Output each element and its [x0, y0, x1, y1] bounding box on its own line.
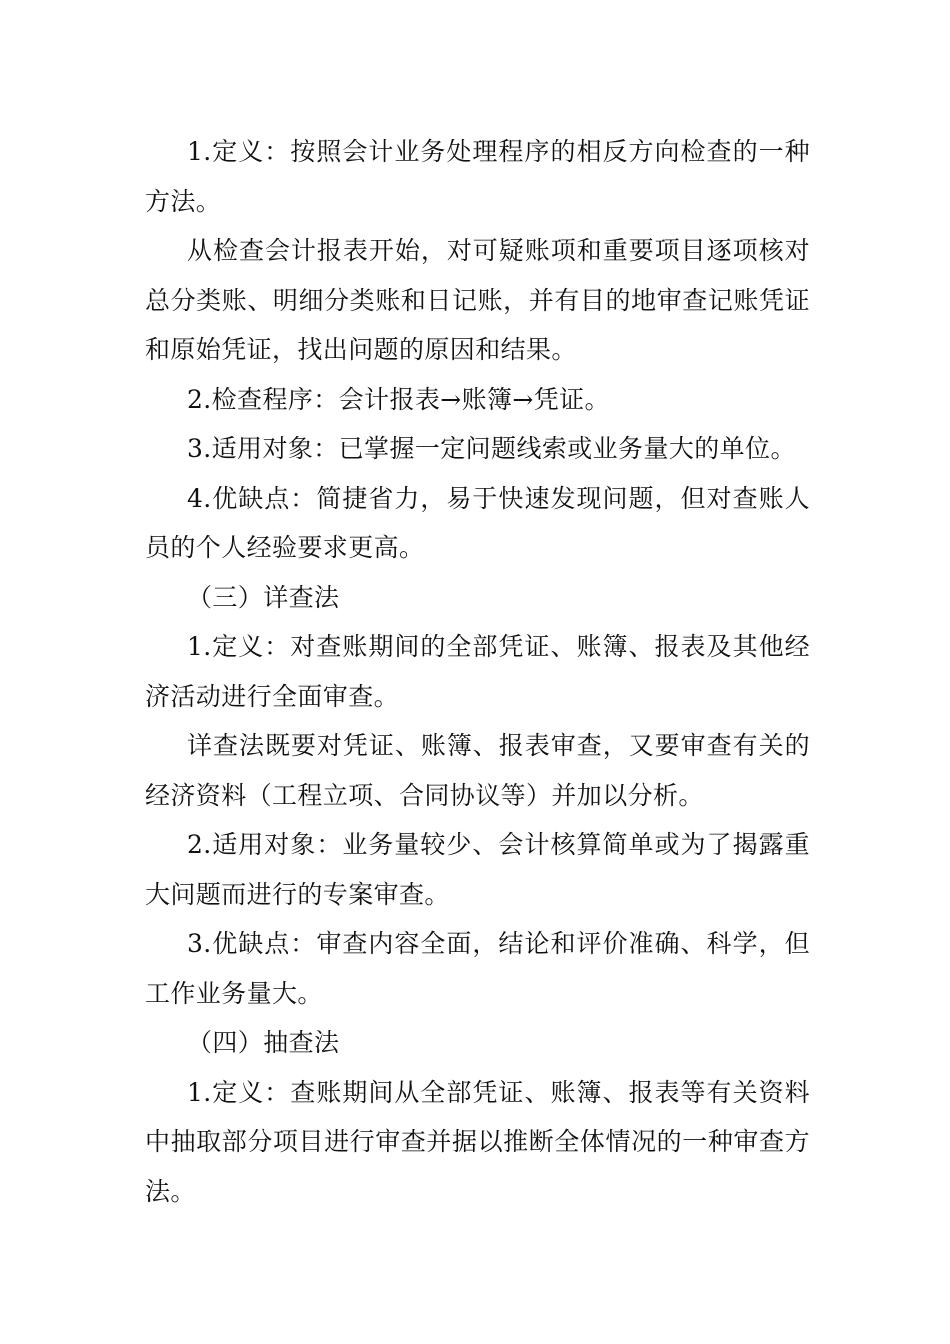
- document-page: [145, 127, 810, 1216]
- section-heading-sampling-method: （四）抽查法: [187, 1028, 340, 1057]
- paragraph-detailed-method-pros-cons: 3.优缺点：审查内容全面，结论和评价准确、科学，但工作业务量大。: [145, 929, 810, 1008]
- paragraph-detailed-method-description: 详查法既要对凭证、账簿、报表审查，又要审查有关的经济资料（工程立项、合同协议等）并加以分析。: [145, 731, 810, 810]
- paragraph-detailed-method-applicable: 2.适用对象：业务量较少、会计核算简单或为了揭露重大问题而进行的专案审查。: [145, 830, 810, 909]
- paragraph-reverse-method-definition: 1.定义：按照会计业务处理程序的相反方向检查的一种方法。: [145, 137, 810, 216]
- paragraph-reverse-method-procedure: 2.检查程序：会计报表→账簿→凭证。: [187, 384, 610, 414]
- paragraph-reverse-method-pros-cons: 4.优缺点：简捷省力，易于快速发现问题，但对查账人员的个人经验要求更高。: [145, 483, 810, 562]
- paragraph-reverse-method-applicable: 3.适用对象：已掌握一定问题线索或业务量大的单位。: [187, 434, 796, 463]
- paragraph-reverse-method-description: 从检查会计报表开始，对可疑账项和重要项目逐项核对总分类账、明细分类账和日记账，并有目的地审查记账凭证和原始凭证，找出问题的原因和结果。: [145, 236, 810, 364]
- section-heading-detailed-method: （三）详查法: [187, 582, 340, 612]
- paragraph-sampling-method-definition: 1.定义：查账期间从全部凭证、账簿、报表等有关资料中抽取部分项目进行审查并据以推断全体情况的一种审查方法。: [145, 1077, 810, 1206]
- paragraph-detailed-method-definition: 1.定义：对查账期间的全部凭证、账簿、报表及其他经济活动进行全面审查。: [145, 632, 810, 711]
